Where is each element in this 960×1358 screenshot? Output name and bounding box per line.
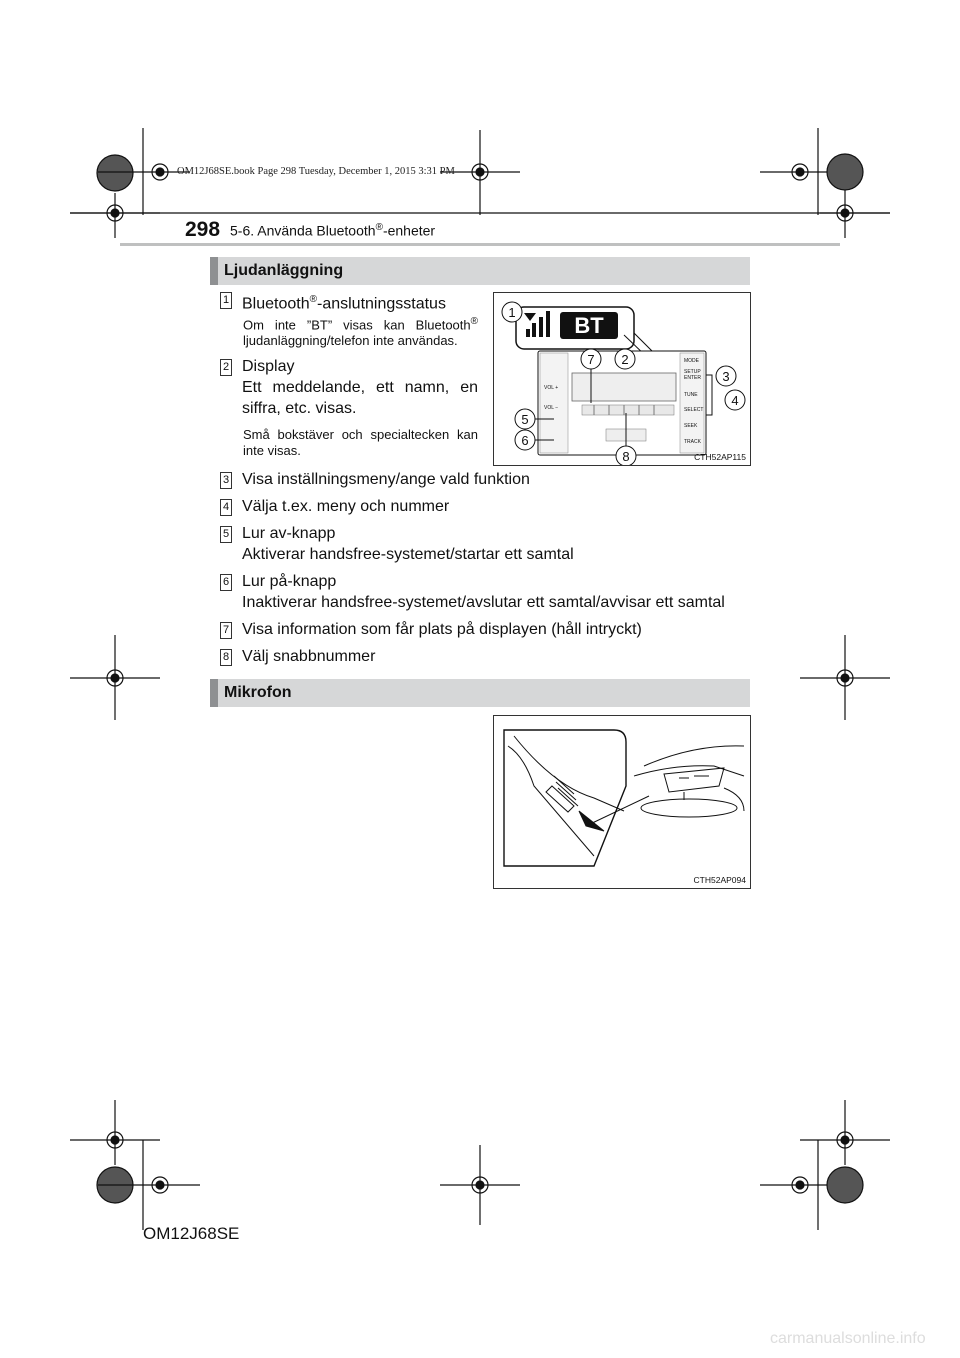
list-item xyxy=(220,289,490,311)
callout-8: 8 xyxy=(622,449,630,464)
button-label-vol-up: VOL + xyxy=(544,385,559,391)
button-label-track: TRACK xyxy=(684,439,701,445)
button-label-mode: MODE xyxy=(684,358,699,364)
item-number: 8 xyxy=(220,649,232,666)
button-label-seek: SEEK xyxy=(684,423,698,429)
item-title: Välja t.ex. meny och nummer xyxy=(242,498,450,515)
list-item xyxy=(220,571,760,593)
section-heading xyxy=(230,222,435,239)
list-item xyxy=(220,469,760,491)
callout-3: 3 xyxy=(722,369,730,384)
item-description: Ett meddelande, ett namn, en siffra, etc. visas. xyxy=(242,379,478,417)
button-label-enter: ENTER xyxy=(684,375,701,381)
audio-unit-illustration xyxy=(494,293,750,465)
registration-sunburst-icon xyxy=(97,155,133,191)
list-item xyxy=(220,619,760,641)
list-item xyxy=(220,356,490,378)
item-description: Inaktiverar handsfree-systemet/avslutar ett samtal/avvisar ett samtal xyxy=(242,594,725,611)
item-title: Välj snabbnummer xyxy=(242,648,376,665)
item-number: 6 xyxy=(220,574,232,591)
callout-4: 4 xyxy=(731,393,739,408)
item-number: 3 xyxy=(220,472,232,489)
page-number: 298 xyxy=(185,218,221,241)
section-title: Mikrofon xyxy=(224,684,292,701)
section-heading-prefix: 5-6. Använda Bluetooth xyxy=(230,222,376,239)
section-heading-sup: ® xyxy=(375,222,383,233)
callout-1: 1 xyxy=(508,305,516,320)
figure-caption: CTH52AP115 xyxy=(694,452,746,462)
item-note: Små bokstäver och specialtecken kan inte visas. xyxy=(243,427,478,458)
button-label-setup: SETUP xyxy=(684,369,701,375)
watermark: carmanualsonline.info xyxy=(770,1330,926,1347)
list-item xyxy=(220,523,760,545)
button-label-tune: TUNE xyxy=(684,392,698,398)
item-number: 5 xyxy=(220,526,232,543)
item-number: 2 xyxy=(220,359,232,376)
section-bar-ljudanlaggning xyxy=(210,257,750,285)
section-title: Ljudanläggning xyxy=(224,262,344,279)
item-number: 1 xyxy=(220,292,232,309)
item-title: Display xyxy=(242,358,295,375)
button-label-vol-down: VOL − xyxy=(544,405,559,411)
item-title: Lur av-knapp xyxy=(242,525,336,542)
item-title: Lur på-knapp xyxy=(242,573,337,590)
callout-5: 5 xyxy=(521,412,529,427)
item-title: Visa information som får plats på displayen (håll intryckt) xyxy=(242,621,642,638)
document-code: OM12J68SE xyxy=(143,1224,240,1243)
list-item xyxy=(220,646,760,668)
header-rule xyxy=(120,243,840,246)
item-number: 7 xyxy=(220,622,232,639)
list-item xyxy=(220,496,760,518)
bt-badge-label: BT xyxy=(574,313,604,338)
item-number: 4 xyxy=(220,499,232,516)
microphone-illustration xyxy=(494,716,750,888)
section-heading-suffix: -enheter xyxy=(382,222,436,239)
callout-2: 2 xyxy=(621,352,629,367)
button-label-select: SELECT xyxy=(684,407,704,413)
callout-6: 6 xyxy=(521,433,529,448)
callout-7: 7 xyxy=(587,352,595,367)
microphone-figure xyxy=(493,715,751,889)
section-bar-mikrofon xyxy=(210,679,750,707)
item-description: Aktiverar handsfree-systemet/startar ett samtal xyxy=(242,546,574,563)
item-note: Om inte ”BT” visas kan Bluetooth® ljudanläggning/telefon inte användas. xyxy=(243,316,478,349)
item-title: Bluetooth®-anslutningsstatus xyxy=(242,294,446,313)
item-title: Visa inställningsmeny/ange vald funktion xyxy=(242,471,530,488)
crop-header-text: OM12J68SE.book Page 298 Tuesday, December 1, 2015 3:31 PM xyxy=(177,166,455,177)
audio-unit-figure xyxy=(493,292,751,466)
figure-caption: CTH52AP094 xyxy=(693,875,746,885)
